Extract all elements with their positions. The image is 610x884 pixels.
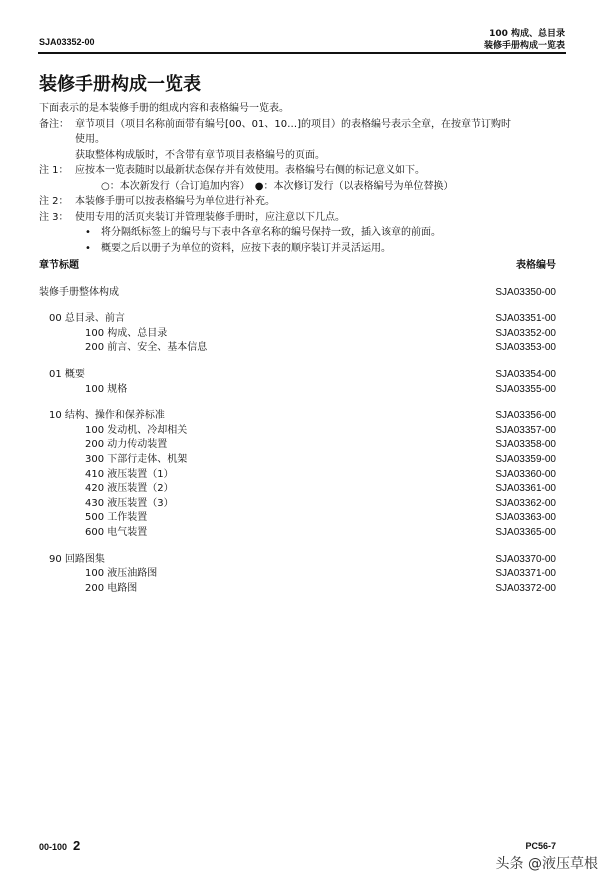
note-text: 本装修手册可以按表格编号为单位进行补充。 xyxy=(75,196,275,207)
row-title: 100 规格 xyxy=(85,383,128,395)
footer-model: PC56-7 xyxy=(525,841,556,851)
note-key: 注 1： xyxy=(39,165,69,176)
row-title: 装修手册整体构成 xyxy=(39,286,119,298)
row-code: SJA03358-00 xyxy=(495,439,556,451)
row-code: SJA03365-00 xyxy=(495,526,556,538)
row-title: 200 动力传动装置 xyxy=(85,439,168,451)
row-code: SJA03360-00 xyxy=(495,468,556,480)
bullet-text: 概要之后以册子为单位的资料，应按下表的顺序装订并灵活运用。 xyxy=(101,242,391,254)
header-line-2: 装修手册构成一览表 xyxy=(483,41,565,51)
row-code: SJA03355-00 xyxy=(495,383,556,395)
watermark: 头条 @液压草根 xyxy=(495,856,598,872)
row-code: SJA03359-00 xyxy=(495,453,556,465)
table-row xyxy=(39,368,556,383)
row-code: SJA03351-00 xyxy=(495,313,556,325)
row-code: SJA03371-00 xyxy=(495,568,556,580)
row-code: SJA03362-00 xyxy=(495,497,556,509)
table-row xyxy=(39,468,556,483)
page-title: 装修手册构成一览表 xyxy=(39,74,201,95)
contents-table xyxy=(39,259,556,596)
row-code: SJA03350-00 xyxy=(495,286,556,298)
row-title: 01 概要 xyxy=(49,368,85,380)
note-key: 注 2： xyxy=(39,196,69,207)
note-text: 使用。 xyxy=(75,134,105,145)
notes xyxy=(39,101,569,256)
row-code: SJA03354-00 xyxy=(495,368,556,380)
footer-page xyxy=(39,838,80,853)
row-title: 100 液压油路图 xyxy=(85,568,158,580)
mark-legend: ○：本次新发行（合订追加内容） ●：本次修订发行（以表格编号为单位替换） xyxy=(101,180,454,192)
row-title: 10 结构、操作和保养标准 xyxy=(49,410,165,422)
bullet-text: 将分隔纸标签上的编号与下表中各章名称的编号保持一致，插入该章的前面。 xyxy=(101,227,441,238)
row-title: 200 电路图 xyxy=(85,582,138,594)
note-key: 注 3： xyxy=(39,211,69,223)
row-code: SJA03361-00 xyxy=(495,483,556,495)
table-row xyxy=(39,511,556,526)
col-header-title: 章节标题 xyxy=(39,260,79,271)
page-code: 00-100 xyxy=(39,842,68,852)
table-row xyxy=(39,424,556,439)
row-title: 200 前言、安全、基本信息 xyxy=(85,342,208,354)
col-header-code: 表格编号 xyxy=(516,260,556,271)
table-row xyxy=(39,312,556,327)
header-section xyxy=(484,28,565,52)
row-title: 420 液压装置（2） xyxy=(85,483,174,495)
row-title: 410 液压装置（1） xyxy=(85,468,174,480)
note-text: 应按本一览表随时以最新状态保存并有效使用。表格编号右侧的标记意义如下。 xyxy=(75,165,425,176)
table-row xyxy=(39,497,556,512)
table-header xyxy=(39,259,556,274)
table-row xyxy=(39,482,556,497)
row-code: SJA03372-00 xyxy=(495,582,556,594)
bullet-icon: • xyxy=(85,242,91,254)
table-row xyxy=(39,327,556,342)
row-title: 500 工作装置 xyxy=(85,512,148,524)
note-text: 使用专用的活页夹装订并管理装修手册时，应注意以下几点。 xyxy=(75,211,345,223)
header-line-1: 100 构成、总目录 xyxy=(489,29,565,39)
row-code: SJA03357-00 xyxy=(495,424,556,436)
table-row xyxy=(39,341,556,356)
row-title: 300 下部行走体、机架 xyxy=(85,453,188,465)
intro: 下面表示的是本装修手册的组成内容和表格编号一览表。 xyxy=(39,103,289,114)
row-code: SJA03356-00 xyxy=(495,410,556,422)
table-row xyxy=(39,438,556,453)
page-number: 2 xyxy=(73,838,81,853)
header-code: SJA03352-00 xyxy=(39,37,95,47)
table-row xyxy=(39,383,556,398)
bullet-icon: • xyxy=(85,227,91,238)
row-title: 430 液压装置（3） xyxy=(85,497,174,509)
row-title: 100 构成、总目录 xyxy=(85,327,168,339)
row-code: SJA03352-00 xyxy=(495,327,556,339)
table-row xyxy=(39,453,556,468)
table-row xyxy=(39,582,556,597)
row-title: 00 总目录、前言 xyxy=(49,313,125,325)
table-row xyxy=(39,553,556,568)
row-code: SJA03363-00 xyxy=(495,512,556,524)
note-text: 获取整体构成版时，不含带有章节项目表格编号的页面。 xyxy=(75,149,325,161)
table-row xyxy=(39,526,556,541)
row-code: SJA03353-00 xyxy=(495,342,556,354)
row-title: 90 回路图集 xyxy=(49,553,105,565)
note-key: 备注： xyxy=(39,118,69,130)
header-rule xyxy=(38,52,566,54)
row-title: 600 电气装置 xyxy=(85,526,148,538)
table-row xyxy=(39,567,556,582)
note-text: 章节项目（项目名称前面带有编号[00、01、10…]的项目）的表格编号表示全章，在按章节订购时 xyxy=(75,118,511,130)
row-title: 100 发动机、冷却相关 xyxy=(85,424,188,436)
row-code: SJA03370-00 xyxy=(495,553,556,565)
table-row xyxy=(39,409,556,424)
table-row xyxy=(39,286,556,301)
